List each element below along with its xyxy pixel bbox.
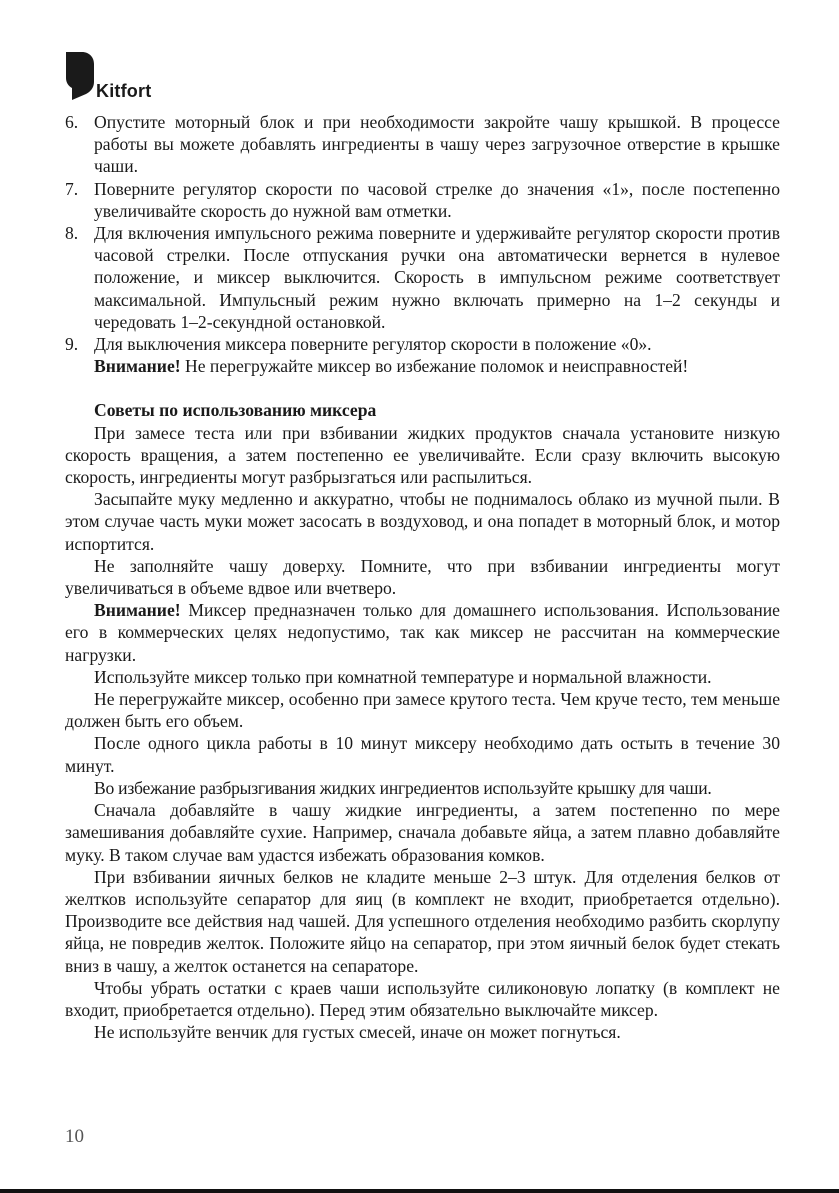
- tip-paragraph: Сначала добавляйте в чашу жидкие ингредиенты, а затем постепенно по мере замешивания добавляйте сухие. Например, сначала добавьте яйца, а затем плавно добавляйте муку. В таком случае вам удастся избежать образования комков.: [65, 800, 780, 865]
- tip-paragraph: Засыпайте муку медленно и аккуратно, чтобы не поднималось облако из мучной пыли. В этом случае часть муки может засосать в воздуховод, и она попадет в моторный блок, и мотор испортится.: [65, 489, 780, 554]
- tip-paragraph: Используйте миксер только при комнатной температуре и нормальной влажности.: [94, 666, 712, 687]
- step-9: [65, 333, 780, 355]
- tip-paragraph: Во избежание разбрызгивания жидких ингредиентов используйте крышку для чаши.: [94, 777, 712, 798]
- warning-text: Миксер предназначен только для домашнего использования. Использование его в коммерческих целях недопустимо, так как миксер не рассчитан на коммерческие нагрузки.: [65, 600, 780, 665]
- tip-paragraph: При замесе теста или при взбивании жидких продуктов сначала установите низкую скорость вращения, а затем постепенно ее увеличивайте. Если сразу включить высокую скорость, ингредиенты могут разбрызгаться или распылиться.: [65, 422, 780, 488]
- tip-paragraph: При взбивании яичных белков не кладите меньше 2–3 штук. Для отделения белков от желтков используйте сепаратор для яиц (в комплект не входит, приобретается отдельно). Производите все действия над чашей. Для успешного отделения необходимо разбить скорлупу яйца, не повредив желток. Положите яйцо на сепаратор, при этом яичный белок будет стекать вниз в чашу, а желток останется на сепараторе.: [65, 866, 780, 976]
- warning-label: Внимание!: [94, 600, 181, 621]
- warning-label: Внимание!: [94, 356, 181, 377]
- step-number: 9.: [65, 334, 79, 355]
- warning-overload: [65, 355, 780, 377]
- step-number: 6.: [65, 112, 79, 132]
- step-number: 7.: [65, 178, 79, 199]
- step-7: [65, 178, 780, 222]
- warning-text: Не перегружайте миксер во избежание поломок и неисправностей!: [180, 356, 689, 377]
- step-text: Для выключения миксера поверните регулятор скорости в положение «0».: [94, 334, 652, 355]
- section-title: Советы по использованию миксера: [94, 400, 377, 421]
- kitfort-logo-icon: [66, 52, 94, 100]
- step-text: Поверните регулятор скорости по часовой стрелке до значения «1», после постепенно увеличивайте скорость до нужной вам отметки.: [94, 178, 780, 221]
- step-text: Опустите моторный блок и при необходимости закройте чашу крышкой. В процессе работы вы можете добавлять ингредиенты в чашу через загрузочное отверстие в крышке чаши.: [94, 112, 780, 177]
- brand-name: Kitfort: [96, 81, 152, 101]
- tip-paragraph: Не используйте венчик для густых смесей, иначе он может погнуться.: [94, 1022, 621, 1043]
- main-content: [65, 111, 780, 1043]
- bottom-rule: [0, 1189, 839, 1193]
- tip-paragraph: После одного цикла работы в 10 минут миксеру необходимо дать остыть в течение 30 минут.: [65, 733, 780, 776]
- step-text: Для включения импульсного режима поверните и удерживайте регулятор скорости против часовой стрелки. После отпускания ручки она автоматически вернется в нулевое положение, и миксер выключится. Скорость в импульсном режиме соответствует максимальной. Импульсный режим нужно включать примерно на 1–2 секунды и чередовать 1–2-секундной остановкой.: [94, 223, 780, 332]
- step-6: [65, 111, 780, 178]
- step-number: 8.: [65, 223, 79, 244]
- tip-warning-paragraph: [65, 599, 780, 666]
- brand-logo: [66, 52, 186, 102]
- step-8: [65, 222, 780, 333]
- page-number: 10: [65, 1126, 84, 1147]
- tip-paragraph: Не заполняйте чашу доверху. Помните, что при взбивании ингредиенты могут увеличиваться в объеме вдвое или вчетверо.: [65, 555, 780, 599]
- tip-paragraph: Чтобы убрать остатки с краев чаши используйте силиконовую лопатку (в комплект не входит, приобретается отдельно). Перед этим обязательно выключайте миксер.: [65, 977, 780, 1020]
- tip-paragraph: Не перегружайте миксер, особенно при замесе крутого теста. Чем круче тесто, тем меньше должен быть его объем.: [65, 689, 780, 732]
